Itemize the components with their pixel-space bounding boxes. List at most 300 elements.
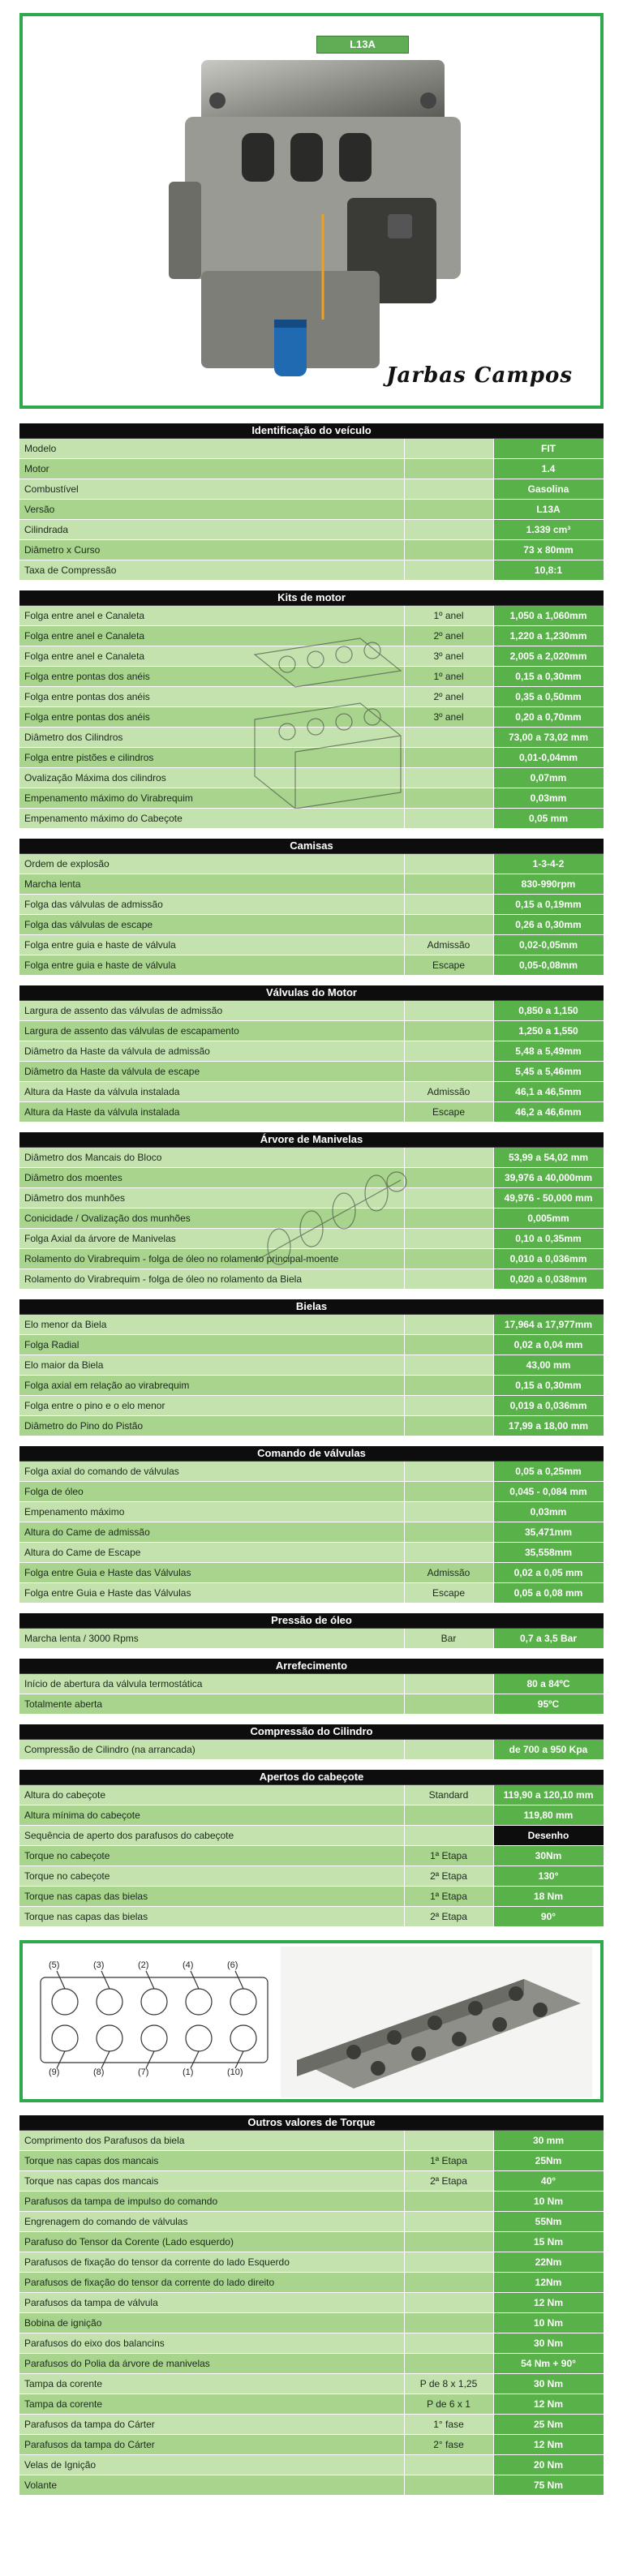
spec-table <box>19 1629 604 1649</box>
table-row <box>19 1082 604 1102</box>
row-qualifier <box>404 459 493 479</box>
table-row <box>19 1396 604 1416</box>
spec-table <box>19 1148 604 1290</box>
table-row <box>19 728 604 748</box>
row-qualifier: Admissão <box>404 935 493 955</box>
table-row <box>19 646 604 667</box>
row-qualifier <box>404 895 493 915</box>
section-table-wrap <box>19 1315 604 1436</box>
table-row <box>19 748 604 768</box>
row-label: Folga de óleo <box>19 1482 404 1502</box>
table-row <box>19 768 604 788</box>
row-qualifier: 3º anel <box>404 646 493 667</box>
table-row <box>19 1148 604 1168</box>
table-row <box>19 2151 604 2171</box>
row-value: 1-3-4-2 <box>493 854 604 874</box>
row-label: Folga entre pistões e cilindros <box>19 748 404 768</box>
bolt-number-label: (7) <box>138 2067 149 2077</box>
row-qualifier: 2° fase <box>404 2435 493 2455</box>
row-qualifier <box>404 1148 493 1168</box>
section-compressao <box>19 1724 604 1760</box>
section-table-wrap <box>19 1462 604 1604</box>
row-value: 0,35 a 0,50mm <box>493 687 604 707</box>
row-label: Bobina de ignição <box>19 2313 404 2333</box>
row-qualifier: 1ª Etapa <box>404 1846 493 1866</box>
section-arrefecimento <box>19 1659 604 1715</box>
row-qualifier <box>404 520 493 540</box>
row-qualifier: 1ª Etapa <box>404 1887 493 1907</box>
row-value: 0,005mm <box>493 1209 604 1229</box>
bolt-number-label: (1) <box>183 2067 194 2077</box>
row-qualifier: Escape <box>404 955 493 976</box>
table-row <box>19 626 604 646</box>
row-value: 0,03mm <box>493 788 604 809</box>
row-qualifier <box>404 768 493 788</box>
row-value: 30 Nm <box>493 2374 604 2394</box>
row-qualifier <box>404 1249 493 1269</box>
row-label: Parafusos da tampa de impulso do comando <box>19 2192 404 2212</box>
row-label: Compressão de Cilindro (na arrancada) <box>19 1740 404 1760</box>
table-row <box>19 2313 604 2333</box>
row-value: 15 Nm <box>493 2232 604 2252</box>
row-qualifier: 2º anel <box>404 626 493 646</box>
row-label: Torque nas capas das bielas <box>19 1907 404 1927</box>
row-value: 0,05 a 0,25mm <box>493 1462 604 1482</box>
row-label: Altura do Came de Escape <box>19 1543 404 1563</box>
table-row <box>19 1583 604 1604</box>
table-row <box>19 1168 604 1188</box>
table-row <box>19 2374 604 2394</box>
row-label: Diâmetro da Haste da válvula de admissão <box>19 1041 404 1062</box>
row-value: 40° <box>493 2171 604 2192</box>
row-value: 18 Nm <box>493 1887 604 1907</box>
row-label: Parafusos da tampa de válvula <box>19 2293 404 2313</box>
row-label: Folga Radial <box>19 1335 404 1355</box>
table-row <box>19 2415 604 2435</box>
row-value: 0,10 a 0,35mm <box>493 1229 604 1249</box>
table-row <box>19 1102 604 1123</box>
table-row <box>19 935 604 955</box>
table-row <box>19 687 604 707</box>
row-label: Altura da Haste da válvula instalada <box>19 1082 404 1102</box>
table-row <box>19 2192 604 2212</box>
table-row <box>19 809 604 829</box>
row-qualifier <box>404 479 493 500</box>
row-label: Empenamento máximo do Virabrequim <box>19 788 404 809</box>
row-value: 0,01-0,04mm <box>493 748 604 768</box>
spec-table <box>19 439 604 581</box>
table-row <box>19 1502 604 1522</box>
row-qualifier <box>404 439 493 459</box>
row-label: Totalmente aberta <box>19 1694 404 1715</box>
row-label: Diâmetro dos Cilindros <box>19 728 404 748</box>
section-title: Pressão de óleo <box>19 1613 604 1629</box>
table-row <box>19 2232 604 2252</box>
row-label: Altura do Came de admissão <box>19 1522 404 1543</box>
table-row <box>19 439 604 459</box>
row-value: 0,019 a 0,036mm <box>493 1396 604 1416</box>
row-qualifier <box>404 1740 493 1760</box>
row-label: Empenamento máximo <box>19 1502 404 1522</box>
row-label: Diâmetro dos moentes <box>19 1168 404 1188</box>
row-label: Motor <box>19 459 404 479</box>
row-value: 30Nm <box>493 1846 604 1866</box>
row-label: Cilindrada <box>19 520 404 540</box>
table-row <box>19 1887 604 1907</box>
row-label: Início de abertura da válvula termostática <box>19 1674 404 1694</box>
row-qualifier <box>404 1021 493 1041</box>
head-bolt-sequence-frame <box>19 1940 604 2102</box>
row-value: 12 Nm <box>493 2394 604 2415</box>
row-label: Torque nas capas das bielas <box>19 1887 404 1907</box>
table-row <box>19 2455 604 2475</box>
row-qualifier <box>404 915 493 935</box>
row-qualifier: 1º anel <box>404 606 493 626</box>
row-label: Parafusos de fixação do tensor da corrente do lado direito <box>19 2273 404 2293</box>
row-value: 0,15 a 0,30mm <box>493 1376 604 1396</box>
row-label: Folga entre guia e haste de válvula <box>19 935 404 955</box>
table-row <box>19 915 604 935</box>
row-qualifier <box>404 728 493 748</box>
row-label: Diâmetro x Curso <box>19 540 404 560</box>
row-label: Rolamento do Virabrequim - folga de óleo no rolamento da Biela <box>19 1269 404 1290</box>
row-label: Versão <box>19 500 404 520</box>
table-row <box>19 1846 604 1866</box>
table-row <box>19 1522 604 1543</box>
row-label: Diâmetro dos munhões <box>19 1188 404 1209</box>
table-row <box>19 1907 604 1927</box>
row-label: Volante <box>19 2475 404 2496</box>
row-value: 12 Nm <box>493 2435 604 2455</box>
row-qualifier <box>404 854 493 874</box>
spec-table <box>19 1462 604 1604</box>
spec-table <box>19 1740 604 1760</box>
row-value: 73,00 a 73,02 mm <box>493 728 604 748</box>
bolt-number-label: (2) <box>138 1960 149 1970</box>
table-row <box>19 1376 604 1396</box>
bolt-number-label: (8) <box>93 2067 105 2077</box>
row-value: 10 Nm <box>493 2192 604 2212</box>
spec-table <box>19 854 604 976</box>
row-qualifier <box>404 1315 493 1335</box>
table-row <box>19 2394 604 2415</box>
row-label: Parafusos do eixo dos balancins <box>19 2333 404 2354</box>
row-value: 12Nm <box>493 2273 604 2293</box>
section-title: Válvulas do Motor <box>19 985 604 1001</box>
row-qualifier: Admissão <box>404 1082 493 1102</box>
table-row <box>19 1740 604 1760</box>
table-row <box>19 459 604 479</box>
row-qualifier: 1° fase <box>404 2415 493 2435</box>
row-value: 0,05-0,08mm <box>493 955 604 976</box>
row-label: Folga entre pontas dos anéis <box>19 667 404 687</box>
row-value: 10 Nm <box>493 2313 604 2333</box>
row-qualifier <box>404 1229 493 1249</box>
author-signature: Jarbas Campos <box>386 363 573 388</box>
table-row <box>19 1355 604 1376</box>
section-table-wrap <box>19 1629 604 1649</box>
row-label: Folga das válvulas de escape <box>19 915 404 935</box>
row-label: Combustível <box>19 479 404 500</box>
row-label: Folga entre Guia e Haste das Válvulas <box>19 1583 404 1604</box>
row-value: 12 Nm <box>493 2293 604 2313</box>
section-title: Kits de motor <box>19 590 604 606</box>
table-row <box>19 1062 604 1082</box>
row-value: 0,010 a 0,036mm <box>493 1249 604 1269</box>
row-qualifier: 1º anel <box>404 667 493 687</box>
spec-table <box>19 1674 604 1715</box>
bolt-number-label: (6) <box>227 1960 238 1970</box>
spec-sections <box>0 423 623 2496</box>
row-value: 17,964 a 17,977mm <box>493 1315 604 1335</box>
row-label: Tampa da corente <box>19 2374 404 2394</box>
table-row <box>19 1482 604 1502</box>
table-row <box>19 2354 604 2374</box>
row-qualifier <box>404 2455 493 2475</box>
row-qualifier: Escape <box>404 1583 493 1604</box>
table-row <box>19 854 604 874</box>
table-row <box>19 1229 604 1249</box>
spec-table <box>19 1001 604 1123</box>
row-qualifier <box>404 1462 493 1482</box>
row-value: 0,05 mm <box>493 809 604 829</box>
spec-page <box>0 13 623 2496</box>
section-table-wrap <box>19 1785 604 1927</box>
row-value: 0,045 - 0,084 mm <box>493 1482 604 1502</box>
row-qualifier <box>404 500 493 520</box>
section-table-wrap <box>19 439 604 581</box>
row-qualifier: Admissão <box>404 1563 493 1583</box>
row-label: Torque no cabeçote <box>19 1846 404 1866</box>
row-qualifier: 2ª Etapa <box>404 1866 493 1887</box>
row-qualifier <box>404 1826 493 1846</box>
row-value: 0,02 a 0,05 mm <box>493 1563 604 1583</box>
row-qualifier <box>404 1355 493 1376</box>
row-value: 49,976 - 50,000 mm <box>493 1188 604 1209</box>
table-row <box>19 2293 604 2313</box>
bolt-sequence-diagram <box>32 1953 276 2091</box>
row-label: Conicidade / Ovalização dos munhões <box>19 1209 404 1229</box>
section-title: Identificação do veículo <box>19 423 604 439</box>
row-qualifier <box>404 1188 493 1209</box>
section-table-wrap <box>19 1001 604 1123</box>
row-label: Ovalização Máxima dos cilindros <box>19 768 404 788</box>
table-row <box>19 540 604 560</box>
row-label: Diâmetro do Pino do Pistão <box>19 1416 404 1436</box>
row-value: 80 a 84ºC <box>493 1674 604 1694</box>
section-valvulas <box>19 985 604 1123</box>
table-row <box>19 788 604 809</box>
row-label: Modelo <box>19 439 404 459</box>
row-qualifier: Standard <box>404 1785 493 1805</box>
spec-table <box>19 606 604 829</box>
row-label: Folga entre o pino e o elo menor <box>19 1396 404 1416</box>
row-label: Elo menor da Biela <box>19 1315 404 1335</box>
row-value: 0,26 a 0,30mm <box>493 915 604 935</box>
engine-illustration <box>153 52 493 401</box>
section-title: Comando de válvulas <box>19 1446 604 1462</box>
row-value: 75 Nm <box>493 2475 604 2496</box>
row-label: Tampa da corente <box>19 2394 404 2415</box>
row-qualifier <box>404 1376 493 1396</box>
table-row <box>19 874 604 895</box>
row-value: 73 x 80mm <box>493 540 604 560</box>
row-label: Largura de assento das válvulas de admissão <box>19 1001 404 1021</box>
row-label: Rolamento do Virabrequim - folga de óleo no rolamento principal-moente <box>19 1249 404 1269</box>
row-label: Engrenagem do comando de válvulas <box>19 2212 404 2232</box>
row-label: Folga axial em relação ao virabrequim <box>19 1376 404 1396</box>
cylinder-head-photo <box>281 1947 592 2097</box>
row-qualifier <box>404 1269 493 1290</box>
table-row <box>19 2475 604 2496</box>
table-row <box>19 520 604 540</box>
row-value: 90° <box>493 1907 604 1927</box>
table-row <box>19 1826 604 1846</box>
bolt-number-label: (3) <box>93 1960 105 1970</box>
row-label: Folga entre anel e Canaleta <box>19 646 404 667</box>
row-value: 25 Nm <box>493 2415 604 2435</box>
section-camisas <box>19 839 604 976</box>
table-row <box>19 560 604 581</box>
row-value: 46,2 a 46,6mm <box>493 1102 604 1123</box>
row-qualifier <box>404 1396 493 1416</box>
row-qualifier <box>404 1209 493 1229</box>
table-row <box>19 955 604 976</box>
row-qualifier <box>404 2131 493 2151</box>
row-qualifier <box>404 1482 493 1502</box>
row-qualifier <box>404 1522 493 1543</box>
table-row <box>19 606 604 626</box>
table-row <box>19 2333 604 2354</box>
bolt-number-label: (9) <box>49 2067 60 2077</box>
bolt-number-label: (10) <box>227 2067 243 2077</box>
table-row <box>19 1209 604 1229</box>
spec-table <box>19 1315 604 1436</box>
section-table-wrap <box>19 1674 604 1715</box>
section-identificacao <box>19 423 604 581</box>
row-qualifier: 1ª Etapa <box>404 2151 493 2171</box>
row-value: 0,15 a 0,30mm <box>493 667 604 687</box>
row-value: 119,90 a 120,10 mm <box>493 1785 604 1805</box>
row-qualifier <box>404 2212 493 2232</box>
section-title: Compressão do Cilindro <box>19 1724 604 1740</box>
table-row <box>19 1315 604 1335</box>
table-row <box>19 1629 604 1649</box>
section-table-wrap <box>19 854 604 976</box>
table-row <box>19 500 604 520</box>
table-row <box>19 1001 604 1021</box>
row-value: 0,07mm <box>493 768 604 788</box>
row-label: Diâmetro dos Mancais do Bloco <box>19 1148 404 1168</box>
row-value: Desenho <box>493 1826 604 1846</box>
table-row <box>19 1866 604 1887</box>
section-torque <box>19 2115 604 2496</box>
row-qualifier <box>404 748 493 768</box>
row-value: 43,00 mm <box>493 1355 604 1376</box>
table-row <box>19 2171 604 2192</box>
row-value: Gasolina <box>493 479 604 500</box>
row-value: 35,558mm <box>493 1543 604 1563</box>
row-value: 0,02-0,05mm <box>493 935 604 955</box>
row-qualifier: P de 6 x 1 <box>404 2394 493 2415</box>
row-value: 1.4 <box>493 459 604 479</box>
row-value: 0,020 a 0,038mm <box>493 1269 604 1290</box>
row-qualifier: 2ª Etapa <box>404 1907 493 1927</box>
table-row <box>19 1462 604 1482</box>
row-qualifier: P de 8 x 1,25 <box>404 2374 493 2394</box>
row-value: de 700 a 950 Kpa <box>493 1740 604 1760</box>
row-qualifier: Bar <box>404 1629 493 1649</box>
section-table-wrap <box>19 1148 604 1290</box>
row-qualifier <box>404 2273 493 2293</box>
row-qualifier <box>404 1062 493 1082</box>
row-value: 30 mm <box>493 2131 604 2151</box>
table-row <box>19 1694 604 1715</box>
section-title: Bielas <box>19 1299 604 1315</box>
row-qualifier <box>404 1041 493 1062</box>
row-label: Folga entre anel e Canaleta <box>19 626 404 646</box>
row-label: Elo maior da Biela <box>19 1355 404 1376</box>
row-qualifier <box>404 1502 493 1522</box>
table-row <box>19 1021 604 1041</box>
row-value: 1,220 a 1,230mm <box>493 626 604 646</box>
table-row <box>19 1335 604 1355</box>
row-label: Ordem de explosão <box>19 854 404 874</box>
row-label: Comprimento dos Parafusos da biela <box>19 2131 404 2151</box>
row-qualifier: 2º anel <box>404 687 493 707</box>
row-value: FIT <box>493 439 604 459</box>
row-value: 830-990rpm <box>493 874 604 895</box>
table-row <box>19 2131 604 2151</box>
engine-code-label: L13A <box>316 36 409 54</box>
bolt-number-label: (5) <box>49 1960 60 1970</box>
row-value: 10,8:1 <box>493 560 604 581</box>
row-qualifier <box>404 2192 493 2212</box>
section-title: Outros valores de Torque <box>19 2115 604 2131</box>
table-row <box>19 1674 604 1694</box>
bolt-number-label: (4) <box>183 1960 194 1970</box>
row-qualifier <box>404 2252 493 2273</box>
row-label: Folga Axial da árvore de Manivelas <box>19 1229 404 1249</box>
row-value: 35,471mm <box>493 1522 604 1543</box>
row-value: 0,7 a 3,5 Bar <box>493 1629 604 1649</box>
section-pressao <box>19 1613 604 1649</box>
row-label: Folga entre pontas dos anéis <box>19 707 404 728</box>
row-label: Altura mínima do cabeçote <box>19 1805 404 1826</box>
row-qualifier <box>404 874 493 895</box>
row-qualifier: 3º anel <box>404 707 493 728</box>
row-qualifier: Escape <box>404 1102 493 1123</box>
table-row <box>19 1249 604 1269</box>
row-value: 46,1 a 46,5mm <box>493 1082 604 1102</box>
row-qualifier <box>404 1001 493 1021</box>
row-label: Diâmetro da Haste da válvula de escape <box>19 1062 404 1082</box>
spec-table <box>19 2131 604 2496</box>
table-row <box>19 1563 604 1583</box>
table-row <box>19 2435 604 2455</box>
row-qualifier <box>404 2313 493 2333</box>
row-value: 1,050 a 1,060mm <box>493 606 604 626</box>
row-value: 0,850 a 1,150 <box>493 1001 604 1021</box>
table-row <box>19 1543 604 1563</box>
table-row <box>19 2252 604 2273</box>
row-label: Parafusos da tampa do Cárter <box>19 2435 404 2455</box>
row-label: Parafusos do Polia da árvore de manivelas <box>19 2354 404 2374</box>
row-label: Folga entre pontas dos anéis <box>19 687 404 707</box>
row-qualifier <box>404 2232 493 2252</box>
spec-table <box>19 1785 604 1927</box>
row-value: 53,99 a 54,02 mm <box>493 1148 604 1168</box>
